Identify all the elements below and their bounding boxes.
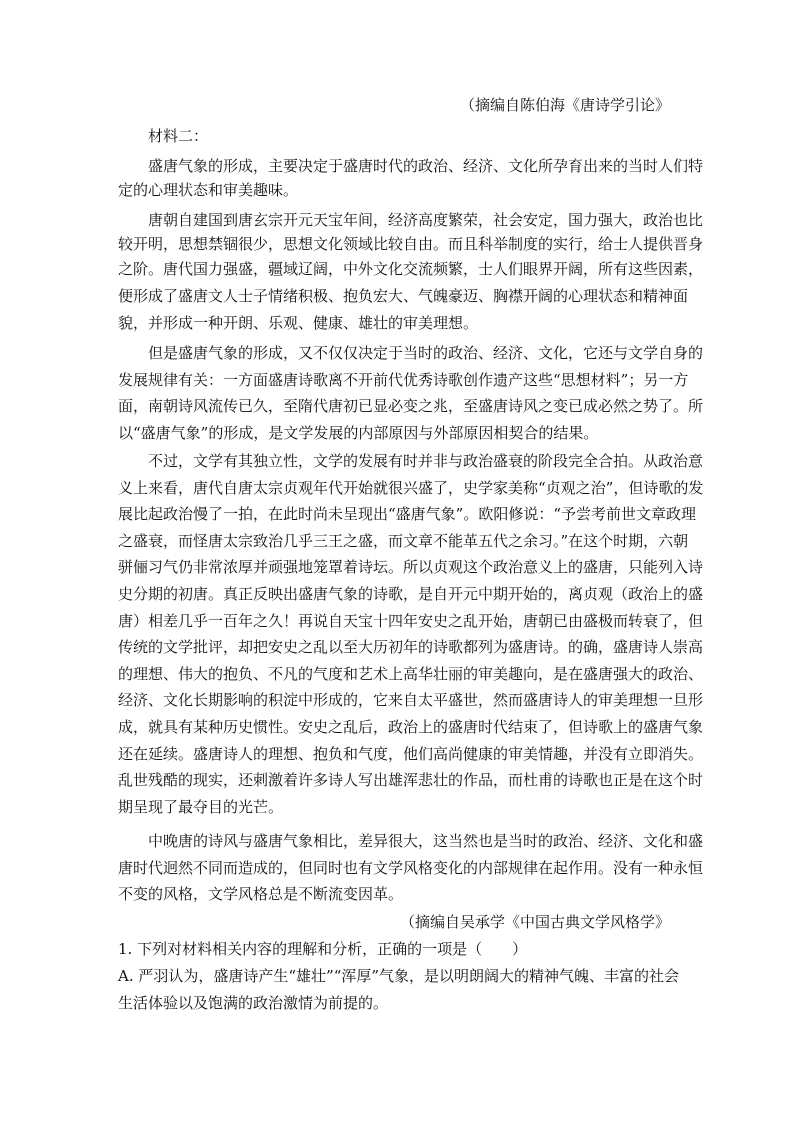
paragraph-line: 唐）相差几乎一百年之久！再说自天宝十四年安史之乱开始，唐朝已由盛极而转衰了，但: [118, 612, 704, 630]
paragraph-line: 之盛衰，而怪唐太宗致治几乎三王之盛，而文章不能革五代之余习。”在这个时期，六朝: [118, 532, 689, 550]
paragraph-line: 乱世残酷的现实，还刺激着许多诗人写出雄浑悲壮的作品，而杜甫的诗歌也正是在这个时: [118, 771, 704, 789]
source-citation-2: （摘编自吴承学《中国古典文学风格学》: [399, 913, 670, 931]
paragraph-line: 的理想、伟大的抱负、不凡的气度和艺术上高华壮丽的审美趣向，是在盛唐强大的政治、: [118, 665, 704, 683]
option-a-continued: 生活体验以及饱满的政治激情为前提的。: [118, 994, 389, 1012]
paragraph-line: 便形成了盛唐文人士子情绪积极、抱负宏大、气魄豪迈、胸襟开阔的心理状态和精神面: [118, 287, 689, 305]
question-1: 1. 下列对材料相关内容的理解和分析，正确的一项是（ ）: [118, 940, 528, 958]
paragraph-line: 传统的文学批评，却把安史之乱以至大历初年的诗歌都列为盛唐诗。的确，盛唐诗人崇高: [118, 638, 704, 656]
paragraph-line: 中晚唐的诗风与盛唐气象相比，差异很大，这当然也是当时的政治、经济、文化和盛: [148, 832, 704, 850]
paragraph-line: 之阶。唐代国力强盛，疆域辽阔，中外文化交流频繁，士人们眼界开阔，所有这些因素，: [118, 260, 704, 278]
source-citation-1: （摘编自陈伯海《唐诗学引论》: [459, 96, 670, 114]
option-a: A. 严羽认为，盛唐诗产生“雄壮”“浑厚”气象，是以明朗阔大的精神气魄、丰富的社会: [118, 967, 680, 985]
paragraph-line: 貌，并形成一种开朗、乐观、健康、雄壮的审美理想。: [118, 314, 479, 332]
paragraph-line: 不变的风格，文学风格总是不断流变因革。: [118, 885, 404, 903]
paragraph-line: 义上来看，唐代自唐太宗贞观年代开始就很兴盛了，史学家美称“贞观之治”，但诗歌的发: [118, 479, 704, 497]
paragraph-line: 定的心理状态和审美趣味。: [118, 181, 299, 199]
paragraph-line: 展比起政治慢了一拍，在此时尚未呈现出“盛唐气象”。欧阳修说：“予尝考前世文章政理: [118, 505, 697, 523]
paragraph-line: 面，南朝诗风流传已久，至隋代唐初已显必变之兆，至盛唐诗风之变已成必然之势了。所: [118, 397, 704, 415]
paragraph-line: 经济、文化长期影响的积淀中形成的，它来自太平盛世，然而盛唐诗人的审美理想一旦形: [118, 691, 704, 709]
paragraph-line: 以“盛唐气象”的形成，是文学发展的内部原因与外部原因相契合的结果。: [118, 424, 599, 442]
paragraph-line: 期呈现了最夺目的光芒。: [118, 798, 284, 816]
paragraph-line: 成，就具有某种历史惯性。安史之乱后，政治上的盛唐时代结束了，但诗歌上的盛唐气象: [118, 718, 704, 736]
material-two-heading: 材料二：: [148, 127, 209, 145]
paragraph-line: 骈俪习气仍非常浓厚并顽强地笼罩着诗坛。所以贞观这个政治意义上的盛唐，只能列入诗: [118, 558, 704, 576]
paragraph-line: 不过，文学有其独立性，文学的发展有时并非与政治盛衰的阶段完全合拍。从政治意: [148, 452, 704, 470]
paragraph-line: 较开明，思想禁锢很少，思想文化领域比较自由。而且科举制度的实行，给士人提供晋身: [118, 235, 704, 253]
paragraph-line: 发展规律有关：一方面盛唐诗歌离不开前代优秀诗歌创作遗产这些“思想材料”；另一方: [118, 371, 689, 389]
paragraph-line: 唐时代迥然不同而造成的，但同时也有文学风格变化的内部规律在起作用。没有一种永恒: [118, 859, 704, 877]
paragraph-line: 但是盛唐气象的形成，又不仅仅决定于当时的政治、经济、文化，它还与文学自身的: [148, 344, 704, 362]
paragraph-line: 唐朝自建国到唐玄宗开元天宝年间，经济高度繁荣，社会安定，国力强大，政治也比: [148, 211, 704, 229]
paragraph-line: 史分期的初唐。真正反映出盛唐气象的诗歌，是自开元中期开始的，离贞观（政治上的盛: [118, 585, 704, 603]
paragraph-line: 还在延续。盛唐诗人的理想、抱负和气度，他们高尚健康的审美情趣，并没有立即消失。: [118, 745, 704, 763]
paragraph-line: 盛唐气象的形成，主要决定于盛唐时代的政治、经济、文化所孕育出来的当时人们特: [148, 157, 704, 175]
